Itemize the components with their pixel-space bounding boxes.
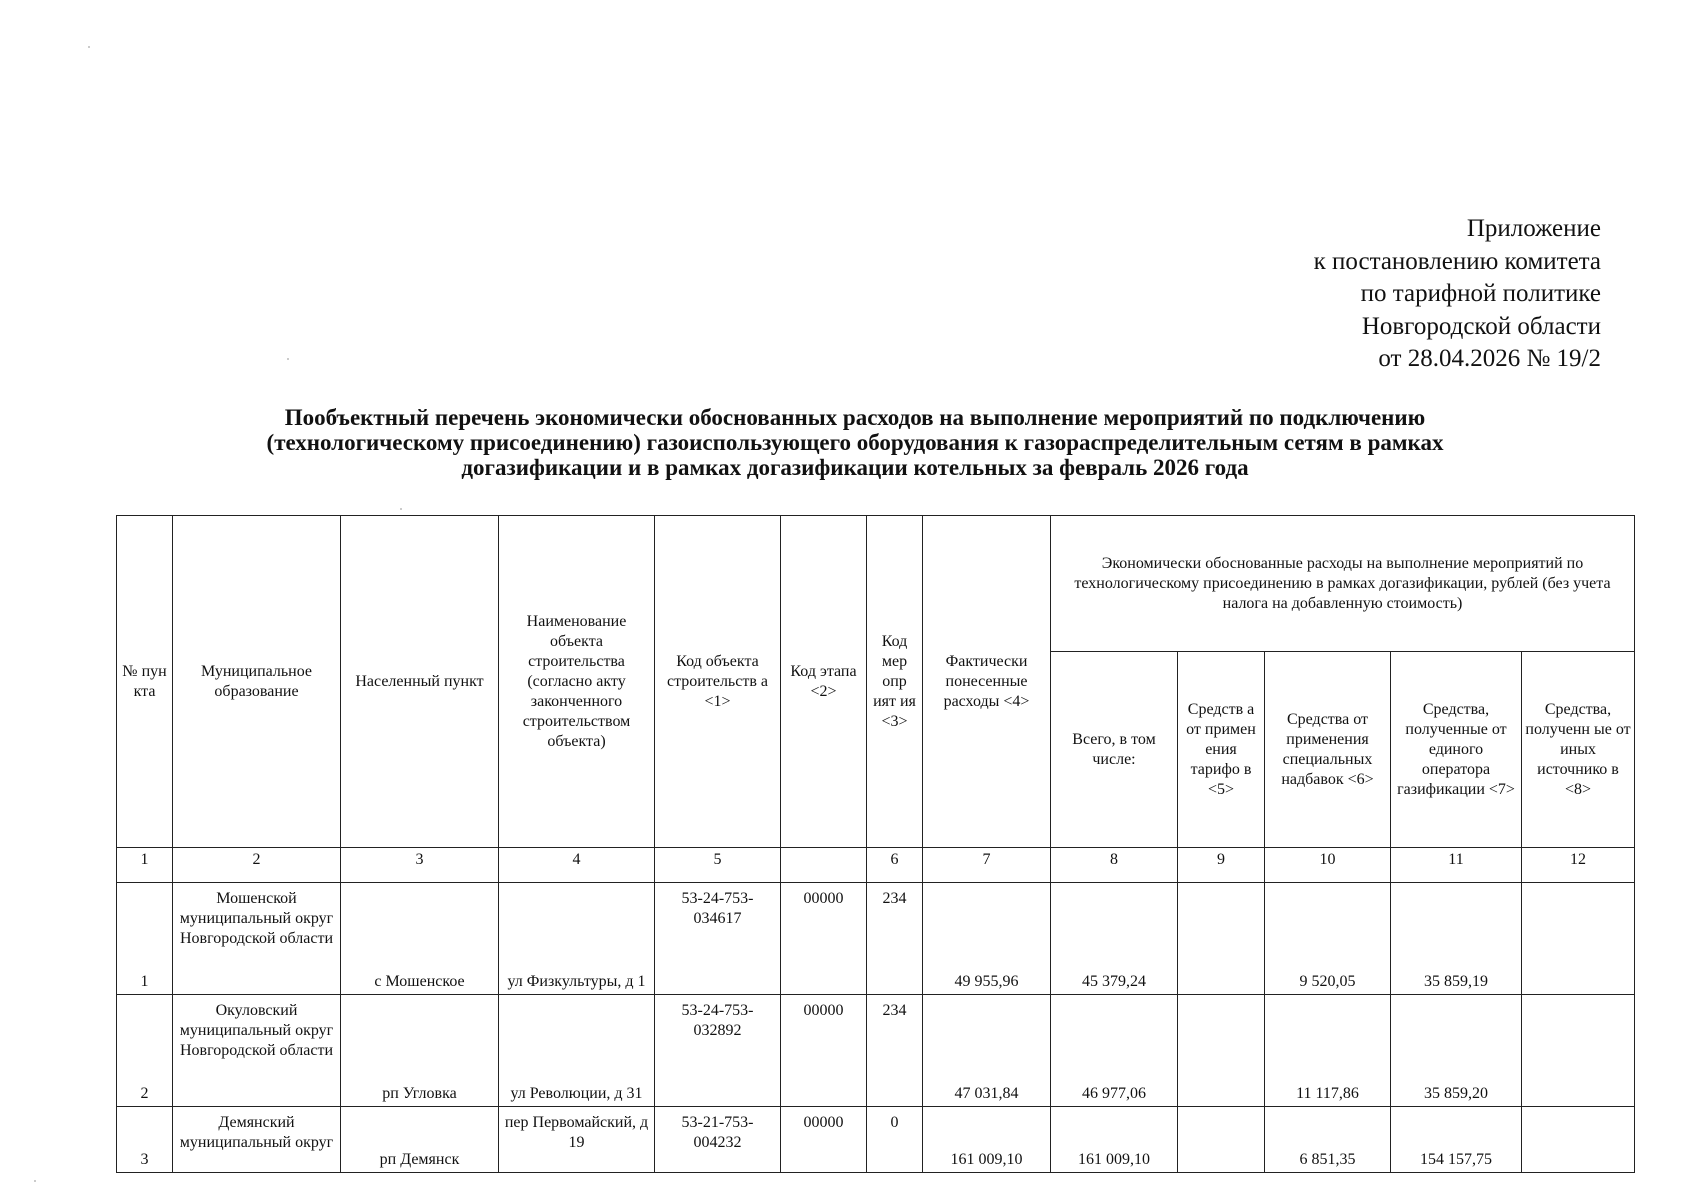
appendix-line: по тарифной политике xyxy=(1360,280,1601,307)
column-number: 7 xyxy=(923,848,1051,883)
cell-settlement: с Мошенское xyxy=(341,883,499,995)
column-number: 8 xyxy=(1051,848,1178,883)
column-number: 4 xyxy=(499,848,655,883)
header-settlement: Населенный пункт xyxy=(341,516,499,848)
cell-measure-code: 234 xyxy=(867,883,923,995)
cell-other-funds xyxy=(1522,883,1635,995)
header-actual-expenses: Фактически понесенные расходы <4> xyxy=(923,516,1051,848)
cell-measure-code: 0 xyxy=(867,1107,923,1173)
cell-object-code: 53-24-753-034617 xyxy=(655,883,781,995)
appendix-line: от 28.04.2026 № 19/2 xyxy=(1378,345,1601,372)
document-title xyxy=(110,405,1600,480)
cell-tariff-funds xyxy=(1178,883,1265,995)
cell-object-name: пер Первомайский, д 19 xyxy=(499,1107,655,1173)
cell-stage-code: 00000 xyxy=(781,883,867,995)
header-municipality: Муниципальное образование xyxy=(173,516,341,848)
scan-speck xyxy=(88,46,90,48)
cell-surcharge-funds: 6 851,35 xyxy=(1265,1107,1391,1173)
header-object-name: Наименование объекта строительства (согласно акту законченного строительством объекта) xyxy=(499,516,655,848)
scan-speck xyxy=(400,508,402,510)
column-number: 5 xyxy=(655,848,781,883)
cell-object-name: ул Революции, д 31 xyxy=(499,995,655,1107)
cell-operator-funds: 154 157,75 xyxy=(1391,1107,1522,1173)
scan-speck xyxy=(34,1180,36,1182)
cell-object-code: 53-24-753-032892 xyxy=(655,995,781,1107)
appendix-line: к постановлению комитета xyxy=(1313,247,1601,275)
cell-other-funds xyxy=(1522,1107,1635,1173)
appendix-line: Приложение xyxy=(1466,215,1601,242)
cell-settlement: рп Угловка xyxy=(341,995,499,1107)
column-number: 1 xyxy=(117,848,173,883)
column-number: 12 xyxy=(1522,848,1635,883)
title-line: Пообъектный перечень экономически обоснованных расходов на выполнение мероприятий по подключению xyxy=(284,405,1426,430)
cell-object-code: 53-21-753-004232 xyxy=(655,1107,781,1173)
appendix-block xyxy=(1314,213,1601,376)
cell-item-number: 1 xyxy=(117,883,173,995)
title-line: догазификации и в рамках догазификации котельных за февраль 2026 года xyxy=(461,455,1249,480)
cell-stage-code: 00000 xyxy=(781,1107,867,1173)
cell-municipality: Демянский муниципальный округ xyxy=(173,1107,341,1173)
header-total: Всего, в том числе: xyxy=(1051,652,1178,848)
header-stage-code: Код этапа <2> xyxy=(781,516,867,848)
cell-total: 161 009,10 xyxy=(1051,1107,1178,1173)
header-operator-funds: Средства, полученные от единого оператора газификации <7> xyxy=(1391,652,1522,848)
cell-actual-expenses: 49 955,96 xyxy=(923,883,1051,995)
cell-actual-expenses: 161 009,10 xyxy=(923,1107,1051,1173)
cell-operator-funds: 35 859,20 xyxy=(1391,995,1522,1107)
header-other-funds: Средства, полученн ые от иных источнико в <8> xyxy=(1522,652,1635,848)
scan-speck xyxy=(287,358,289,360)
title-line: (технологическому присоединению) газоиспользующего оборудования к газораспределительным сетям в рамках xyxy=(266,430,1444,455)
cell-object-name: ул Физкультуры, д 1 xyxy=(499,883,655,995)
cell-stage-code: 00000 xyxy=(781,995,867,1107)
cell-total: 45 379,24 xyxy=(1051,883,1178,995)
cell-item-number: 2 xyxy=(117,995,173,1107)
cell-measure-code: 234 xyxy=(867,995,923,1107)
header-surcharge-funds: Средства от применения специальных надбавок <6> xyxy=(1265,652,1391,848)
table-row xyxy=(117,1107,1635,1173)
column-number: 11 xyxy=(1391,848,1522,883)
column-number: 6 xyxy=(867,848,923,883)
column-number: 2 xyxy=(173,848,341,883)
cell-actual-expenses: 47 031,84 xyxy=(923,995,1051,1107)
header-measure-code: Код мер опр ият ия <3> xyxy=(867,516,923,848)
column-numbers-row xyxy=(117,848,1635,883)
cell-surcharge-funds: 9 520,05 xyxy=(1265,883,1391,995)
header-tariff-funds: Средств а от примен ения тарифо в <5> xyxy=(1178,652,1265,848)
cell-item-number: 3 xyxy=(117,1107,173,1173)
cell-settlement: рп Демянск xyxy=(341,1107,499,1173)
cell-municipality: Окуловский муниципальный округ Новгородской области xyxy=(173,995,341,1107)
cell-surcharge-funds: 11 117,86 xyxy=(1265,995,1391,1107)
cell-operator-funds: 35 859,19 xyxy=(1391,883,1522,995)
cell-tariff-funds xyxy=(1178,995,1265,1107)
cell-total: 46 977,06 xyxy=(1051,995,1178,1107)
appendix-line: Новгородской области xyxy=(1361,312,1601,340)
cell-other-funds xyxy=(1522,995,1635,1107)
expenses-table xyxy=(116,515,1635,1173)
column-number: 10 xyxy=(1265,848,1391,883)
header-item-number: № пун кта xyxy=(117,516,173,848)
cell-tariff-funds xyxy=(1178,1107,1265,1173)
table-row xyxy=(117,883,1635,995)
column-number xyxy=(781,848,867,883)
cell-municipality: Мошенской муниципальный округ Новгородской области xyxy=(173,883,341,995)
column-number: 9 xyxy=(1178,848,1265,883)
header-justified-expenses-group: Экономически обоснованные расходы на выполнение мероприятий по технологическому присоединению в рамках догазификации, рублей (без учета налога на добавленную стоимость) xyxy=(1051,516,1635,652)
header-object-code: Код объекта строительств а <1> xyxy=(655,516,781,848)
table-row xyxy=(117,995,1635,1107)
column-number: 3 xyxy=(341,848,499,883)
